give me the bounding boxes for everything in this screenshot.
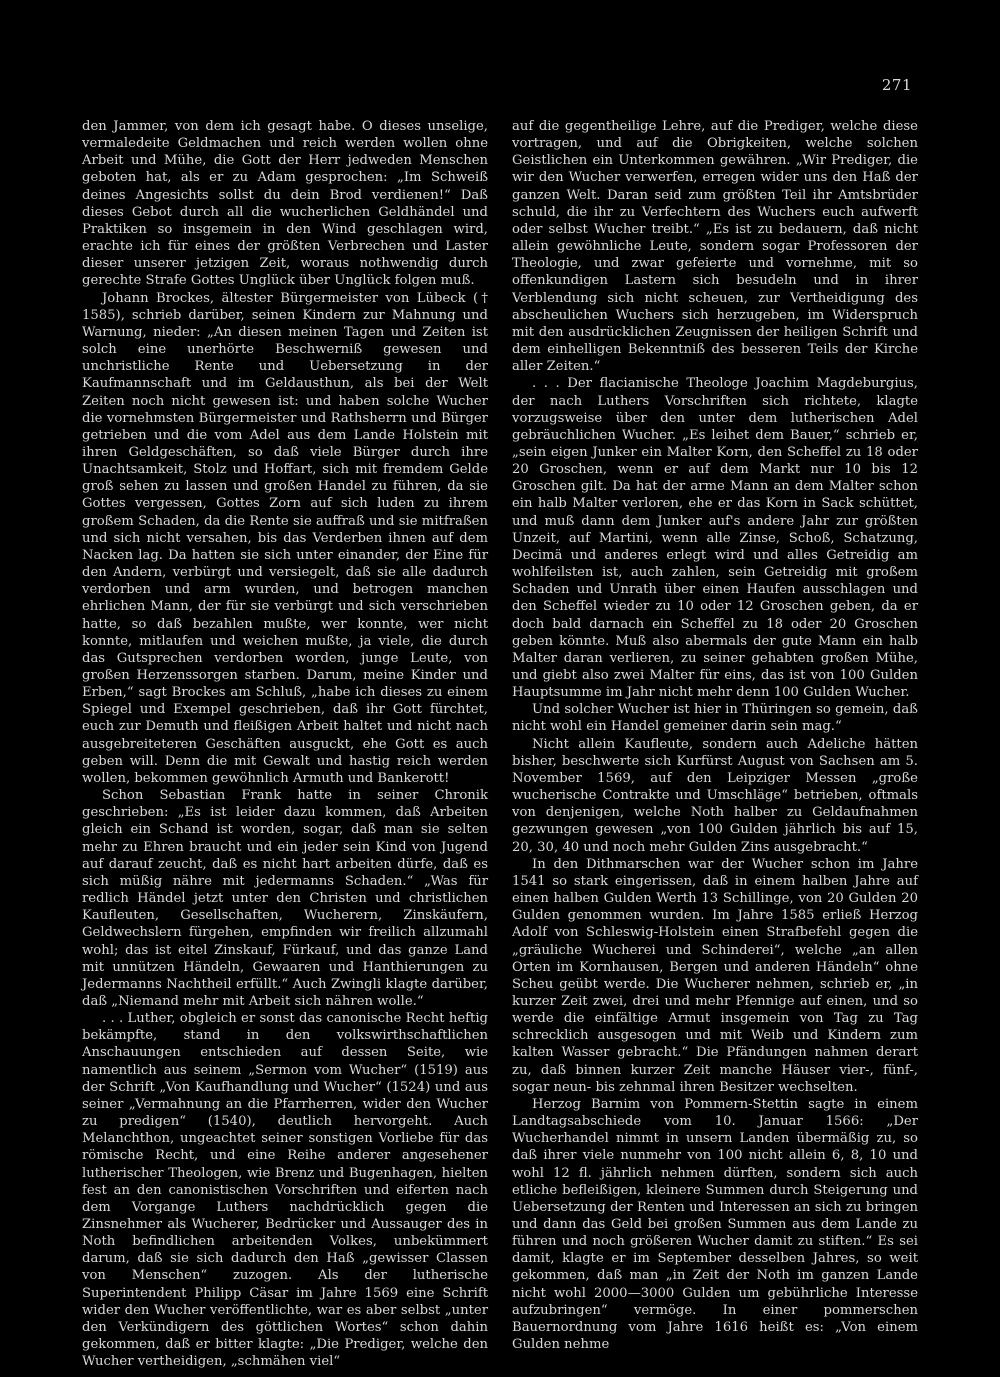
paragraph: In den Dithmarschen war der Wucher schon im Jahre 1541 so stark eingerissen, daß in einem halben Jahre auf einen halben Gulden Werth 13 Schillinge, von 20 Gulden 20 Gulden genommen wurden. Im Jahre 1585 erließ Herzog Adolf von Schleswig-Holstein einen Strafbefehl gegen die „gräuliche Wucherei und Schinderei“, welche „an allen Orten im Kornhausen, Bergen und anderen Händeln“ ohne Scheu geübt werde. Die Wucherer nehmen, schrieb er, „in kurzer Zeit zwei, drei und mehr Pfennige auf einen, und so werde die einfältige Armut insgemein von Tag zu Tag schrecklich ausgesogen und mit Weib und Kindern zum kalten Wasser gebracht.“ Die Pfändungen nahmen derart zu, daß binnen kurzer Zeit manche Häuser vier-, fünf-, sogar neun- bis zehnmal ihren Besitzer wechselten. xyxy=(512,856,918,1095)
right-column xyxy=(512,118,918,1353)
paragraph: . . . Luther, obgleich er sonst das canonische Recht heftig bekämpfte, stand in den volkswirthschaftlichen Anschauungen entschieden auf dessen Seite, wie namentlich aus seinem „Sermon vom Wucher“ (1519) aus der Schrift „Von Kaufhandlung und Wucher“ (1524) und aus seiner „Vermahnung an die Pfarrherren, wider den Wucher zu predigen“ (1540), deutlich hervorgeht. Auch Melanchthon, ungeachtet seiner sonstigen Vorliebe für das römische Recht, und eine Reihe anderer angesehener lutherischer Theologen, wie Brenz und Bugenhagen, hielten fest an den canonistischen Vorschriften und eiferten nach dem Vorgange Luthers nachdrücklich gegen die Zinsnehmer als Wucherer, Bedrücker und Aussauger des in Noth befindlichen arbeitenden Volkes, unbekümmert darum, daß sie sich dadurch den Haß „gewisser Classen von Menschen“ zuzogen. Als der lutherische Superintendent Philipp Cäsar im Jahre 1569 eine Schrift wider den Wucher veröffentlichte, war es aber selbst „unter den Verkündigern des göttlichen Wortes“ schon dahin gekommen, daß er bitter klagte: „Die Prediger, welche den Wucher vertheidigen, „schmähen viel“ xyxy=(82,1011,488,1370)
paragraph: Und solcher Wucher ist hier in Thüringen so gemein, daß nicht wohl ein Handel gemeiner darin sein mag.“ xyxy=(512,702,918,735)
paragraph: den Jammer, von dem ich gesagt habe. O dieses unselige, vermaledeite Geldmachen und reich werden wollen ohne Arbeit und Mühe, die Gott der Herr jedweden Menschen geboten hat, als er zu Adam gesprochen: „Im Schweiß deines Angesichts sollst du dein Brod verdienen!“ Daß dieses Gebot durch all die wucherlichen Geldhändel und Praktiken so insgemein in den Wind geschlagen wird, erachte ich für eines der größten Verbrechen und Laster dieser unserer jetzigen Zeit, woraus nothwendig durch gerechte Strafe Gottes Unglück über Unglück folgen muß. xyxy=(82,119,488,289)
paragraph: . . . Der flacianische Theologe Joachim Magdeburgius, der nach Luthers Vorschriften sich richtete, klagte vorzugsweise über den unter dem lutherischen Adel gebräuchlichen Wucher. „Es leihet dem Bauer,“ schrieb er, „sein eigen Junker ein Malter Korn, den Scheffel zu 18 oder 20 Groschen, wenn er auf dem Markt nur 10 bis 12 Groschen gilt. Da hat der arme Mann an dem Malter schon ein halb Malter verloren, ehe er das Korn in Sack schüttet, und muß dann dem Junker auf's andere Jahr zur größten Unzeit, auf Martini, wenn alle Zinse, Schoß, Schatzung, Decimä und anderes erlegt wird und alles Getreidig am wohlfeilsten ist, auch zahlen, sein Getreidig mit großem Schaden und Unrath über einen Haufen ausschlagen und den Scheffel wieder zu 10 oder 12 Groschen geben, da er doch bald darnach ein Scheffel zu 18 oder 20 Groschen geben könnte. Muß also abermals der gute Mann ein halb Malter daran verlieren, zu seiner gehabten großen Mühe, und giebt also zwei Malter für eins, das ist von 100 Gulden Hauptsumme im Jahr nicht mehr denn 100 Gulden Wucher. xyxy=(512,376,918,701)
paragraph: Nicht allein Kaufleute, sondern auch Adeliche hätten bisher, beschwerte sich Kurfürst August von Sachsen am 5. November 1569, auf den Leipziger Messen „große wucherische Contrakte und Umschläge“ betrieben, oftmals von denjenigen, welche Noth halber zu Geldaufnahmen gezwungen gewesen „von 100 Gulden jährlich bis auf 15, 20, 30, 40 und noch mehr Gulden Zins ausgebracht.“ xyxy=(512,736,918,855)
page-number: 271 xyxy=(881,76,912,94)
left-column xyxy=(82,118,488,1370)
paragraph: Schon Sebastian Frank hatte in seiner Chronik geschrieben: „Es ist leider dazu kommen, daß Arbeiten gleich ein Schand ist worden, sogar, daß man sie selten mehr zu Ehren braucht und ein jeder sein Kind von Jugend auf darauf zeucht, daß es nicht hart arbeiten dürfe, daß es sich müßig nähre mit jedermanns Schaden.“ „Was für redlich Händel jetzt unter den Christen und christlichen Kaufleuten, Gesellschaften, Wucherern, Zinskäufern, Geldwechslern fürgehen, empfinden wir freilich allzumahl wohl; das ist eitel Zinskauf, Fürkauf, und das ganze Land mit unnützen Händeln, Gewaaren und Hanthierungen zu Jedermanns Nachtheil erfüllt.“ Auch Zwingli klagte darüber, daß „Niemand mehr mit Arbeit sich nähren wolle.“ xyxy=(82,788,488,1009)
paragraph: auf die gegentheilige Lehre, auf die Prediger, welche diese vortragen, und auf die Obrigkeiten, welche solchen Geistlichen ein Unterkommen gewähren. „Wir Prediger, die wir den Wucher verwerfen, erregen wider uns den Haß der ganzen Welt. Daran seid zum größten Teil ihr Amtsbrüder schuld, die ihr zu Verfechtern des Wuchers euch aufwerft oder selbst Wucher treibt.“ „Es ist zu bedauern, daß nicht allein gewöhnliche Leute, sondern sogar Professoren der Theologie, und zwar gefeierte und vornehme, mit so offenkundigen Lastern sich besudeln und in ihrer Verblendung sich nicht scheuen, zur Vertheidigung des abscheulichen Wuchers sich herzugeben, im Widerspruch mit den ausdrücklichen Zeugnissen der heiligen Schrift und dem einhelligen Bekenntniß des besseren Teils der Kirche aller Zeiten.“ xyxy=(512,119,918,375)
paragraph: Johann Brockes, ältester Bürgermeister von Lübeck († 1585), schrieb darüber, seinen Kindern zur Mahnung und Warnung, nieder: „An diesen meinen Tagen und Zeiten ist solch eine unerhörte Beschwerniß gewesen und unchristliche Rente und Uebersetzung in der Kaufmannschaft und im Geldausthun, als bei der Welt Zeiten noch nicht gewesen ist: und haben solche Wucher die vornehmsten Bürgermeister und Rathsherrn und Bürger getrieben und die vom Adel aus dem Lande Holstein mit ihren Geldgeschäften, so daß viele Bürger durch ihre Unachtsamkeit, Stolz und Hoffart, sich mit fremdem Gelde groß sehen zu lassen und großen Handel zu führen, da sie Gottes vergessen, Gottes Zorn auf sich luden zu ihrem großem Schaden, da die Rente sie auffraß und sie mitfraßen und sich nicht versahen, bis das Verderben ihnen auf dem Nacken lag. Da hatten sie sich unter einander, der Eine für den Andern, verbürgt und versiegelt, daß sie alle dadurch verdorben und arm wurden, und betrogen manchen ehrlichen Mann, der für sie verbürgt und sich verschrieben hatte, so daß bezahlen mußte, wer konnte, wer nicht konnte, mitlaufen und weichen mußte, ja viele, die durch das Gutsprechen verdorben worden, junge Leute, von großen Herzenssorgen starben. Darum, meine Kinder und Erben,“ sagt Brockes am Schluß, „habe ich dieses zu einem Spiegel und Exempel geschrieben, daß ihr Gott fürchtet, euch zur Demuth und fleißigen Arbeit haltet und nicht nach ausgebreiteteren Geschäften ausguckt, ehe Gott es auch geben will. Denn die mit Gewalt und hastig reich werden wollen, bekommen gewöhnlich Armuth und Bankerott! xyxy=(82,290,488,786)
paragraph: Herzog Barnim von Pommern-Stettin sagte in einem Landtagsabschiede vom 10. Januar 1566: „Der Wucherhandel nimmt in unsern Landen übermäßig zu, so daß ihrer viele nunmehr von 100 nicht allein 6, 8, 10 und wohl 12 fl. jährlich nehmen dürften, sondern sich auch etliche befleißigen, kleinere Summen durch Steigerung und Uebersetzung der Renten und Interessen an sich zu bringen und dann das Geld bei großen Summen aus dem Lande zu führen und noch größeren Wucher damit zu stiften.“ Es sei damit, klagte er im September desselben Jahres, so weit gekommen, daß man „in Zeit der Noth im ganzen Lande nicht wohl 2000—3000 Gulden um gebührliche Interesse aufzubringen“ vermöge. In einer pommerschen Bauernordnung vom Jahre 1616 heißt es: „Von einem Gulden nehme xyxy=(512,1096,918,1353)
